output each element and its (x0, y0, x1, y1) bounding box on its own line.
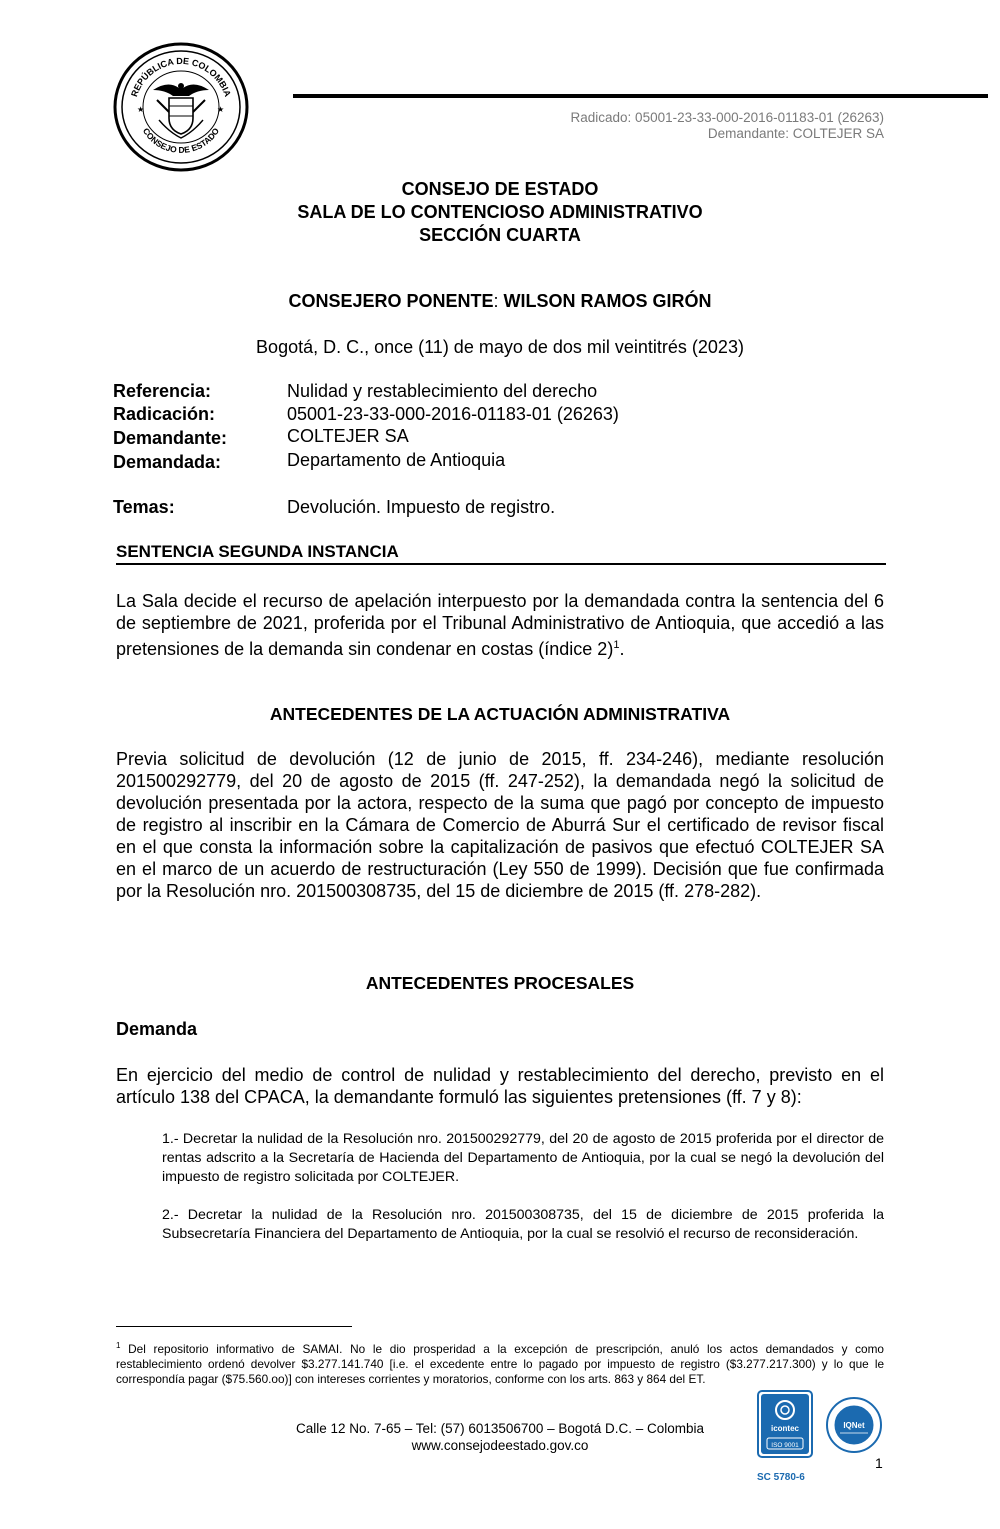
meta-label-radicacion: Radicación: (113, 404, 216, 424)
ponente-label: CONSEJERO PONENTE (288, 291, 494, 311)
heading-procesales: ANTECEDENTES PROCESALES (365, 973, 635, 993)
decision-date: Bogotá, D. C., once (11) de mayo de dos mil veintitrés (2023) (256, 337, 744, 357)
svg-text:REPÚBLICA DE COLOMBIA: REPÚBLICA DE COLOMBIA (129, 55, 233, 99)
intro-paragraph: La Sala decide el recurso de apelación interpuesto por la demandada contra la sentencia del 6 de septiembre de 2021, proferida por el Tribunal Administrativo de Antioquia, que accedió a las pretensiones de la demanda sin condenar en costas (índice 2)$^1$. (116, 591, 884, 659)
pretension-1: 1.- Decretar la nulidad de la Resolución nro. 201500292779, del 20 de agosto de 2015 proferida por el director de rentas adscrito a la Secretaría de Hacienda del Departamento de Antioquia, por la cual se negó la devolución del impuesto de registro solicitada por COLTEJER. (162, 1131, 884, 1185)
running-header-radicado: Radicado: 05001-23-33-000-2016-01183-01 (26263) (570, 110, 884, 125)
meta-value-demandada: Departamento de Antioquia (287, 450, 506, 470)
meta-label-temas: Temas: (113, 497, 175, 517)
meta-value-demandante: COLTEJER SA (287, 426, 409, 446)
demanda-paragraph: En ejercicio del medio de control de nulidad y restablecimiento del derecho, previsto en el artículo 138 del CPACA, la demandante formuló las siguientes pretensiones (ff. 7 y 8): (116, 1065, 884, 1107)
ponente-line: CONSEJERO PONENTE: WILSON RAMOS GIRÓN (288, 291, 712, 311)
pretension-2: 2.- Decretar la nulidad de la Resolución nro. 201500308735, del 15 de diciembre de 2015 proferida la Subsecretaría Financiera del Departamento de Antioquia, por la cual se resolvió el recurso de reconsideración. (162, 1207, 884, 1242)
footnote (116, 1338, 884, 1387)
court-line-3: SECCIÓN CUARTA (419, 225, 581, 245)
meta-label-demandada: Demandada: (113, 452, 222, 472)
running-header (571, 110, 884, 142)
meta-label-referencia: Referencia: (113, 381, 212, 401)
iqnet-badge (826, 1397, 882, 1453)
court-line-1: CONSEJO DE ESTADO (401, 179, 599, 199)
actuacion-paragraph: Previa solicitud de devolución (12 de junio de 2015, ff. 234-246), mediante resolución 201500292779, del 20 de agosto de 2015 (ff. 247-252), la demandada negó la solicitud de devolución presentada por la actora, respecto de la suma que pagó por concepto de impuesto de registro al inscribir en la Cámara de Comercio de Aburrá Sur el certificado de revisor fiscal en el que consta la información sobre la capitalización de pasivos que efectuó COLTEJER SA en el marco de un acuerdo de restructuración (Ley 550 de 1999). Decisión que fue confirmada por la Resolución nro. 201500308735, del 15 de diciembre de 2015 (ff. 278-282). (116, 749, 884, 901)
svg-text:IQNet: IQNet (843, 1421, 865, 1430)
meta-value-radicacion: 05001-23-33-000-2016-01183-01 (26263) (287, 404, 619, 424)
meta-value-temas: Devolución. Impuesto de registro. (287, 497, 556, 517)
svg-text:CONSEJO DE ESTADO: CONSEJO DE ESTADO (140, 126, 222, 155)
intro-text: La Sala decide el recurso de apelación interpuesto por la demandada contra la sentencia del 6 de septiembre de 2021, proferida por el Tribunal Administrativo de Antioquia, que accedió a las pretensiones de la demanda sin condenar en costas (índice 2) (116, 591, 884, 659)
meta-label-demandante: Demandante: (113, 428, 228, 448)
page-number: 1 (875, 1455, 883, 1471)
consejo-de-estado-seal (113, 42, 249, 172)
svg-text:★: ★ (217, 105, 225, 114)
footer-website[interactable]: www.consejodeestado.gov.co (411, 1438, 589, 1453)
court-line-2: SALA DE LO CONTENCIOSO ADMINISTRATIVO (297, 202, 703, 222)
footnote-number: 1 (116, 1341, 121, 1350)
running-header-demandante: Demandante: COLTEJER SA (707, 126, 884, 141)
subheading-demanda: Demanda (116, 1019, 198, 1039)
ponente-name: WILSON RAMOS GIRÓN (503, 291, 712, 311)
footnote-text: Del repositorio informativo de SAMAI. No le dio prosperidad a la excepción de prescripción, anuló los actos demandados y como restablecimiento ordenó devolver $3.277.141.740 [i.e. el excedente entre lo pagado por impuesto de registro ($3.277.217.300) y lo que le correspondía pagar ($75.560.oo)] con intereses corrientes y moratorios, conforme con los arts. 863 y 864 del ET. (116, 1341, 884, 1386)
heading-actuacion: ANTECEDENTES DE LA ACTUACIÓN ADMINISTRATIVA (269, 704, 731, 724)
footnote-ref[interactable]: 1 (613, 639, 620, 651)
sentencia-title: SENTENCIA SEGUNDA INSTANCIA (116, 542, 886, 565)
footer-address: Calle 12 No. 7-65 – Tel: (57) 6013506700 – Bogotá D.C. – Colombia (295, 1421, 704, 1436)
svg-text:icontec: icontec (770, 1424, 800, 1433)
footnote-separator (116, 1326, 352, 1327)
cert-code: SC 5780-6 (757, 1472, 805, 1483)
meta-value-referencia: Nulidad y restablecimiento del derecho (287, 381, 598, 401)
court-title (0, 178, 1000, 247)
svg-text:★: ★ (137, 105, 145, 114)
header-rule (293, 94, 988, 98)
svg-text:ISO 9001: ISO 9001 (771, 1442, 799, 1449)
